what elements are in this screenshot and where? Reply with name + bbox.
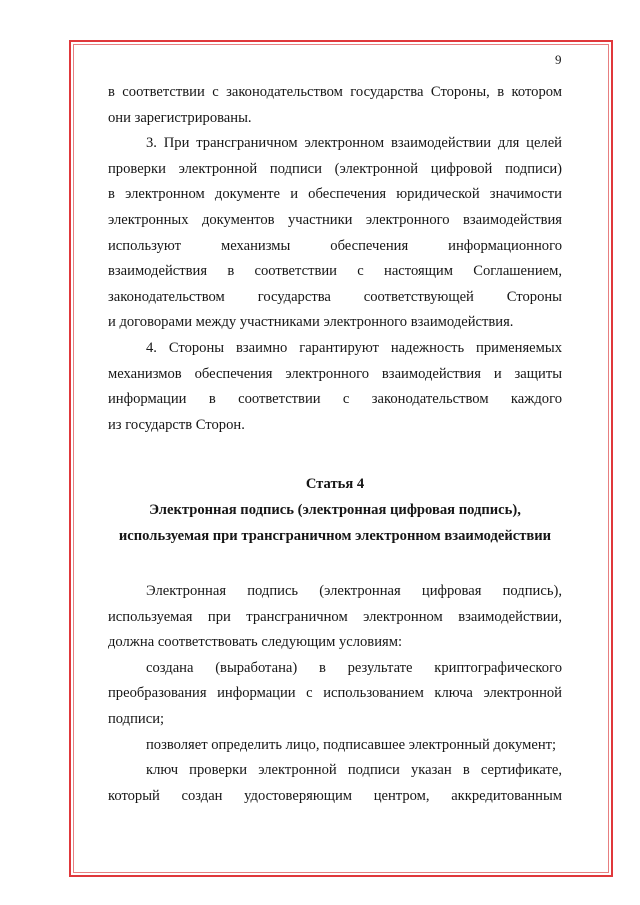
document-body <box>108 80 562 809</box>
condition-1-paragraph <box>108 656 562 733</box>
spacer <box>108 438 562 472</box>
text-line: Электронная подпись (электронная цифровая подпись), <box>146 583 562 600</box>
text-line: проверки электронной подписи (электронной цифровой подписи) <box>108 160 562 177</box>
text-line: информации в соответствии с законодательством каждого <box>108 391 562 408</box>
text-line: используют механизмы обеспечения информационного <box>108 237 562 254</box>
text-line: в соответствии с законодательством государства Стороны, в котором <box>108 84 562 100</box>
text-line: 4. Стороны взаимно гарантируют надежность применяемых <box>146 339 562 356</box>
text-line: должна соответствовать следующим условиям: <box>108 634 403 651</box>
article-intro-paragraph <box>108 579 562 656</box>
page-number: 9 <box>555 52 562 67</box>
clause-4-paragraph <box>108 336 562 438</box>
article-title-line: используемая при трансграничном электронном взаимодействии <box>118 527 552 544</box>
text-line: и договорами между участниками электронного взаимодействия. <box>108 314 514 331</box>
article-title-line: Электронная подпись (электронная цифровая подпись), <box>149 501 521 518</box>
intro-paragraph <box>108 80 562 131</box>
article-number: Статья 4 <box>305 476 365 493</box>
article-heading <box>108 472 562 549</box>
text-line: 3. При трансграничном электронном взаимодействии для целей <box>146 135 562 152</box>
text-line: ключ проверки электронной подписи указан в сертификате, <box>146 762 562 779</box>
text-line: преобразования информации с использованием ключа электронной <box>108 685 562 702</box>
text-line: взаимодействия в соответствии с настоящим Соглашением, <box>108 263 562 280</box>
text-line: они зарегистрированы. <box>108 109 252 126</box>
text-line: создана (выработана) в результате криптографического <box>146 659 562 676</box>
condition-3-paragraph <box>108 758 562 809</box>
text-line: механизмов обеспечения электронного взаимодействия и защиты <box>108 365 562 382</box>
condition-2-paragraph <box>108 733 562 759</box>
clause-3-paragraph <box>108 131 562 336</box>
text-line: законодательством государства соответствующей Стороны <box>108 288 562 305</box>
text-line: позволяет определить лицо, подписавшее электронный документ; <box>146 736 557 753</box>
text-line: из государств Сторон. <box>108 416 245 433</box>
spacer <box>108 549 562 579</box>
text-line: используемая при трансграничном электронном взаимодействии, <box>108 608 562 625</box>
text-line: подписи; <box>108 711 165 728</box>
text-line: электронных документов участники электронного взаимодействия <box>108 211 562 228</box>
text-line: в электронном документе и обеспечения юридической значимости <box>108 186 562 203</box>
text-line: который создан удостоверяющим центром, аккредитованным <box>108 787 562 804</box>
